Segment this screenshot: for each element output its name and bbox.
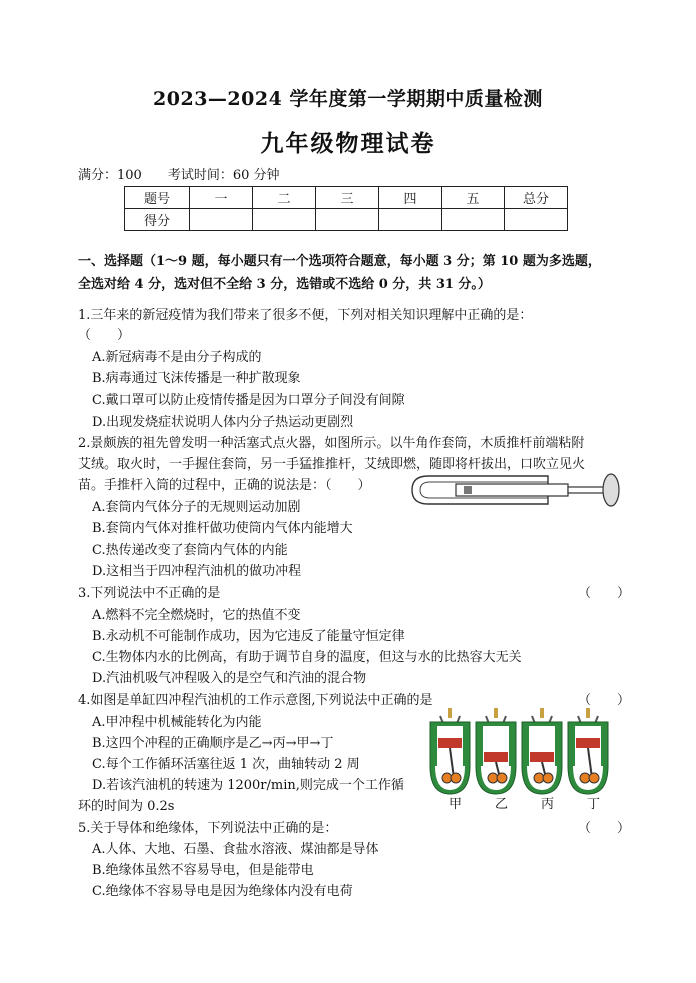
score-header-cell: 五 [442,187,505,209]
question-1-option-a: A.新冠病毒不是由分子构成的 [92,350,262,365]
engine-label-jia: 甲 [449,797,463,812]
engine-ding-icon [568,708,608,794]
exam-time: 考试时间：60 分钟 [167,168,280,183]
score-table-score-row [125,209,568,231]
score-header-cell: 三 [316,187,379,209]
score-table-header-row [125,187,568,209]
question-5-option-b: B.绝缘体虽然不容易导电，但是能带电 [92,863,314,878]
question-3-stem: 3.下列说法中不正确的是 [78,586,221,601]
full-score: 满分：100 [78,168,142,183]
question-4-option-d-cont: 环的时间为 0.2s [78,799,175,814]
question-4-option-d: D.若该汽油机的转速为 1200r/min,则完成一个工作循 [92,778,404,793]
question-4-paren: （ ） [578,693,631,708]
question-4-option-a: A.甲冲程中机械能转化为内能 [92,715,262,730]
question-2-stem: 2.景颇族的祖先曾发明一种活塞式点火器，如图所示。以牛角作套筒，木质推杆前端粘附 [78,436,585,451]
score-cell [379,209,442,231]
score-cell [442,209,505,231]
question-4-option-c: C.每个工作循环活塞往返 1 次，曲轴转动 2 周 [92,757,360,772]
score-header-cell: 四 [379,187,442,209]
score-row-label: 得分 [125,209,190,231]
question-1-option-c: C.戴口罩可以防止疫情传播是因为口罩分子间没有间隙 [92,393,405,408]
question-1-option-d: D.出现发烧症状说明人体内分子热运动更剧烈 [92,415,354,430]
score-header-cell: 题号 [125,187,190,209]
exam-meta [78,164,280,183]
question-5-option-c: C.绝缘体不容易导电是因为绝缘体内没有电荷 [92,884,353,899]
question-2-stem: 苗。手推杆入筒的过程中，正确的说法是：（ ） [78,478,371,493]
engine-bing-icon [522,708,562,794]
section1-instructions: 一、选择题（1～9 题，每小题只有一个选项符合题意，每小题 3 分；第 10 题为多选题， [78,254,601,269]
question-5-paren: （ ） [578,821,631,836]
question-4-option-b: B.这四个冲程的正确顺序是乙→丙→甲→丁 [92,736,334,751]
section1-instructions: 全选对给 4 分，选对但不全给 3 分，选错或不选给 0 分，共 31 分。） [78,277,491,292]
question-4-stem: 4.如图是单缸四冲程汽油机的工作示意图,下列说法中正确的是 [78,693,433,708]
question-1-option-b: B.病毒通过飞沫传播是一种扩散现象 [92,371,301,386]
question-3-paren: （ ） [578,586,631,601]
question-2-stem: 艾绒。取火时，一手握住套筒，另一手猛推推杆，艾绒即燃，随即将杆拔出，口吹立见火 [78,457,586,472]
engine-label-ding: 丁 [587,797,601,812]
score-cell [253,209,316,231]
question-5-stem: 5.关于导体和绝缘体，下列说法中正确的是： [78,821,338,836]
question-3-option-a: A.燃料不完全燃烧时，它的热值不变 [92,608,301,623]
engine-label-yi: 乙 [495,797,509,812]
question-1-paren: （ ） [78,328,131,343]
exam-subtitle: 九年级物理试卷 [260,130,436,157]
engine-yi-icon [476,708,516,794]
score-cell [316,209,379,231]
score-cell [505,209,568,231]
question-2-option-b: B.套筒内气体对推杆做功使筒内气体内能增大 [92,521,353,536]
question-1-stem: 1.三年来的新冠疫情为我们带来了很多不便，下列对相关知识理解中正确的是： [78,308,533,323]
engine-jia-icon [430,708,470,794]
question-3-option-b: B.永动机不可能制作成功，因为它违反了能量守恒定律 [92,629,405,644]
question-2-option-d: D.这相当于四冲程汽油机的做功冲程 [92,564,302,579]
piston-igniter-figure [408,470,628,510]
score-cell [190,209,253,231]
question-2-option-a: A.套筒内气体分子的无规则运动加剧 [92,500,301,515]
engine-label-bing: 丙 [541,797,555,812]
question-3-option-d: D.汽油机吸气冲程吸入的是空气和汽油的混合物 [92,671,367,686]
question-3-option-c: C.生物体内水的比例高，有助于调节自身的温度，但这与水的比热容大无关 [92,650,522,665]
score-header-cell: 总分 [505,187,568,209]
question-2-option-c: C.热传递改变了套筒内气体的内能 [92,543,288,558]
score-table [124,186,568,231]
question-5-option-a: A.人体、大地、石墨、食盐水溶液、煤油都是导体 [92,842,379,857]
score-header-cell: 二 [253,187,316,209]
score-header-cell: 一 [190,187,253,209]
exam-title: 2023—2024 学年度第一学期期中质量检测 [153,88,543,110]
